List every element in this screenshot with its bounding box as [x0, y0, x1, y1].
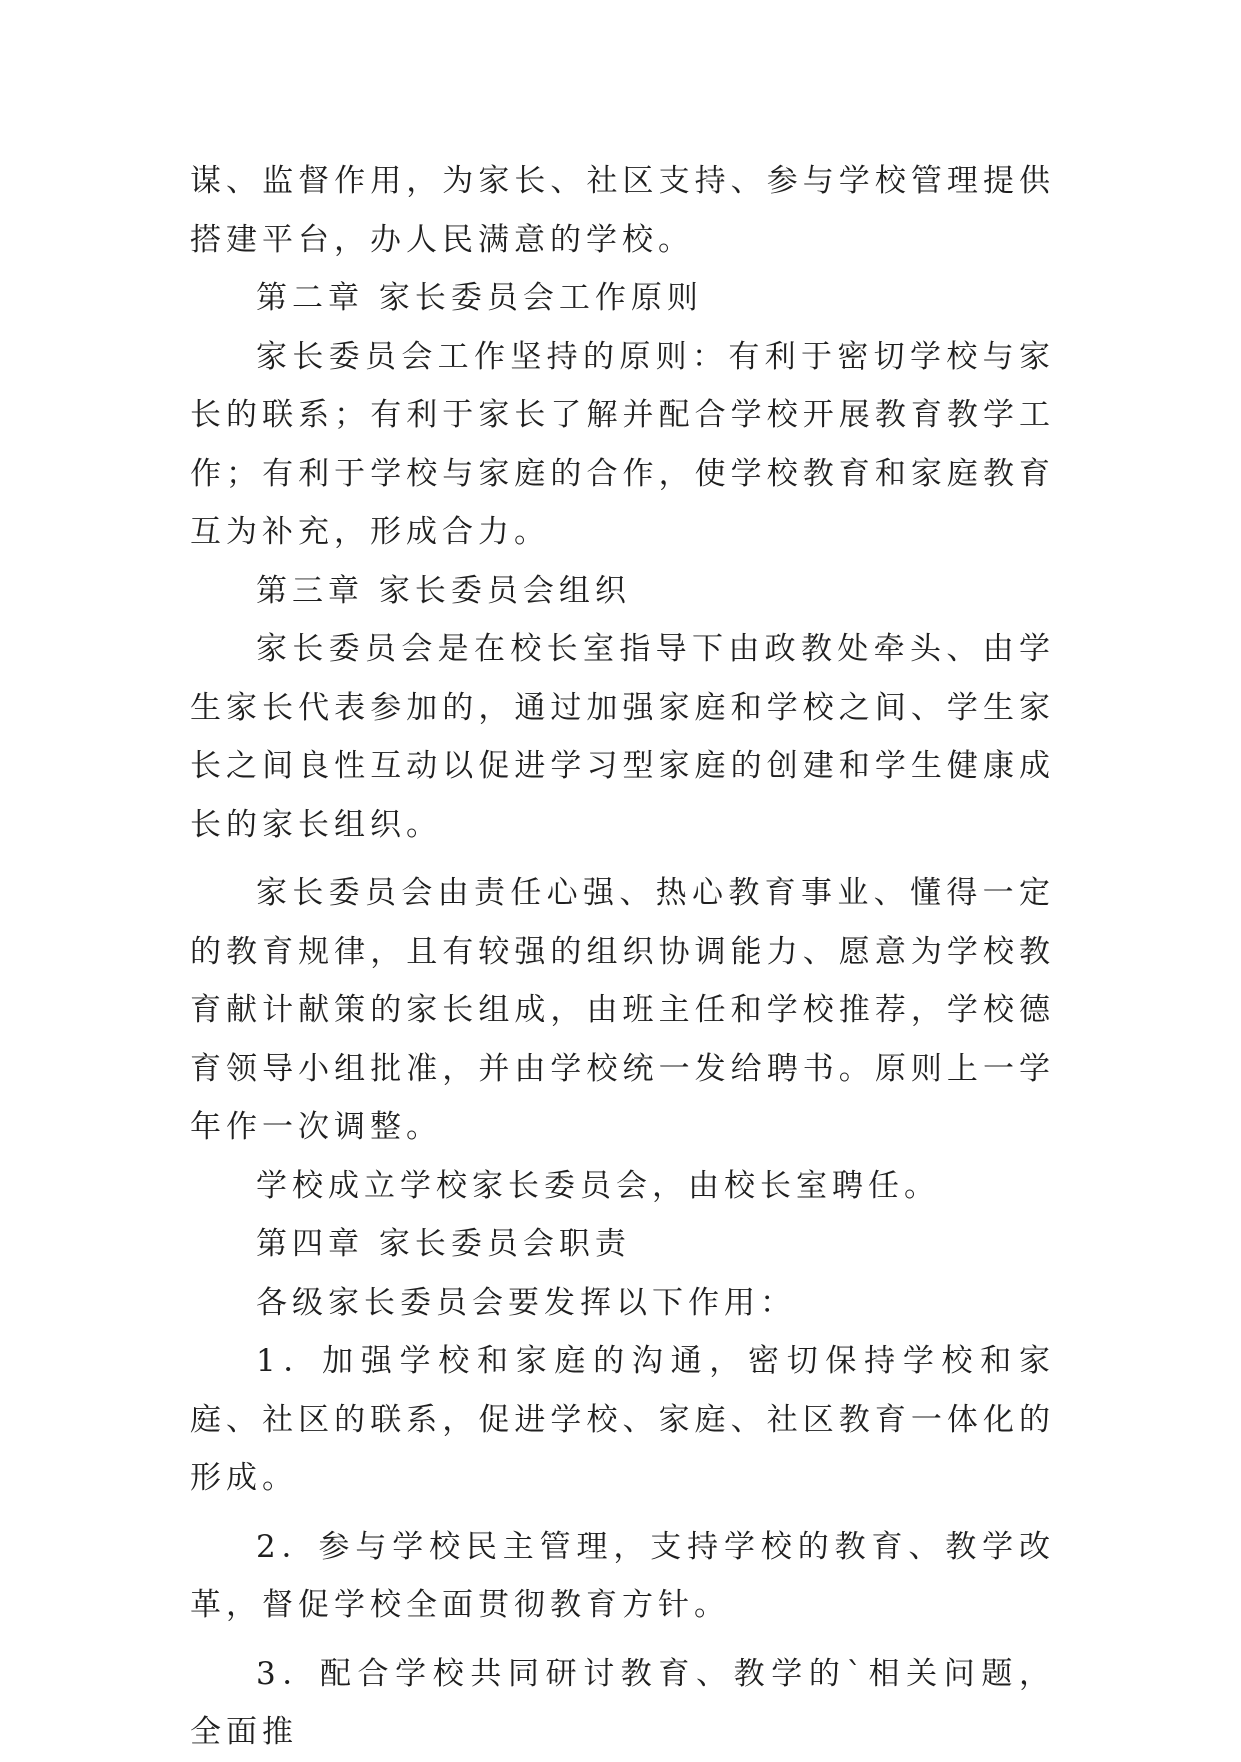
list-item-3: 3．配合学校共同研讨教育、教学的`相关问题，全面推 [190, 1655, 1055, 1750]
paragraph-roles-intro: 各级家长委员会要发挥以下作用： [256, 1284, 796, 1321]
chapter-2-heading: 第二章 家长委员会工作原则 [256, 280, 703, 316]
paragraph-organization: 家长委员会是在校长室指导下由政教处牵头、由学生家长代表参加的，通过加强家庭和学校之间、学生家长之间良性互动以促进学习型家庭的创建和学生健康成长的家长组织。 [190, 631, 1055, 843]
list-item-1: 1．加强学校和家庭的沟通，密切保持学校和家庭、社区的联系，促进学校、家庭、社区教育一体化的形成。 [190, 1343, 1055, 1496]
chapter-4-heading: 第四章 家长委员会职责 [256, 1226, 631, 1262]
list-item-2: 2．参与学校民主管理，支持学校的教育、教学改革，督促学校全面贯彻教育方针。 [190, 1528, 1055, 1623]
chapter-3-heading: 第三章 家长委员会组织 [256, 572, 631, 609]
paragraph-establishment: 学校成立学校家长委员会，由校长室聘任。 [256, 1167, 940, 1204]
paragraph-membership: 家长委员会由责任心强、热心教育事业、懂得一定的教育规律，且有较强的组织协调能力、愿意为学校教育献计献策的家长组成，由班主任和学校推荐，学校德育领导小组批准，并由学校统一发给聘书。原则上一学年作一次调整。 [190, 875, 1055, 1145]
paragraph-continuation: 谋、监督作用，为家长、社区支持、参与学校管理提供搭建平台，办人民满意的学校。 [190, 163, 1055, 258]
paragraph-principles: 家长委员会工作坚持的原则：有利于密切学校与家长的联系；有利于家长了解并配合学校开展教育教学工作；有利于学校与家庭的合作，使学校教育和家庭教育互为补充，形成合力。 [190, 338, 1055, 550]
document-body [190, 152, 1055, 1762]
